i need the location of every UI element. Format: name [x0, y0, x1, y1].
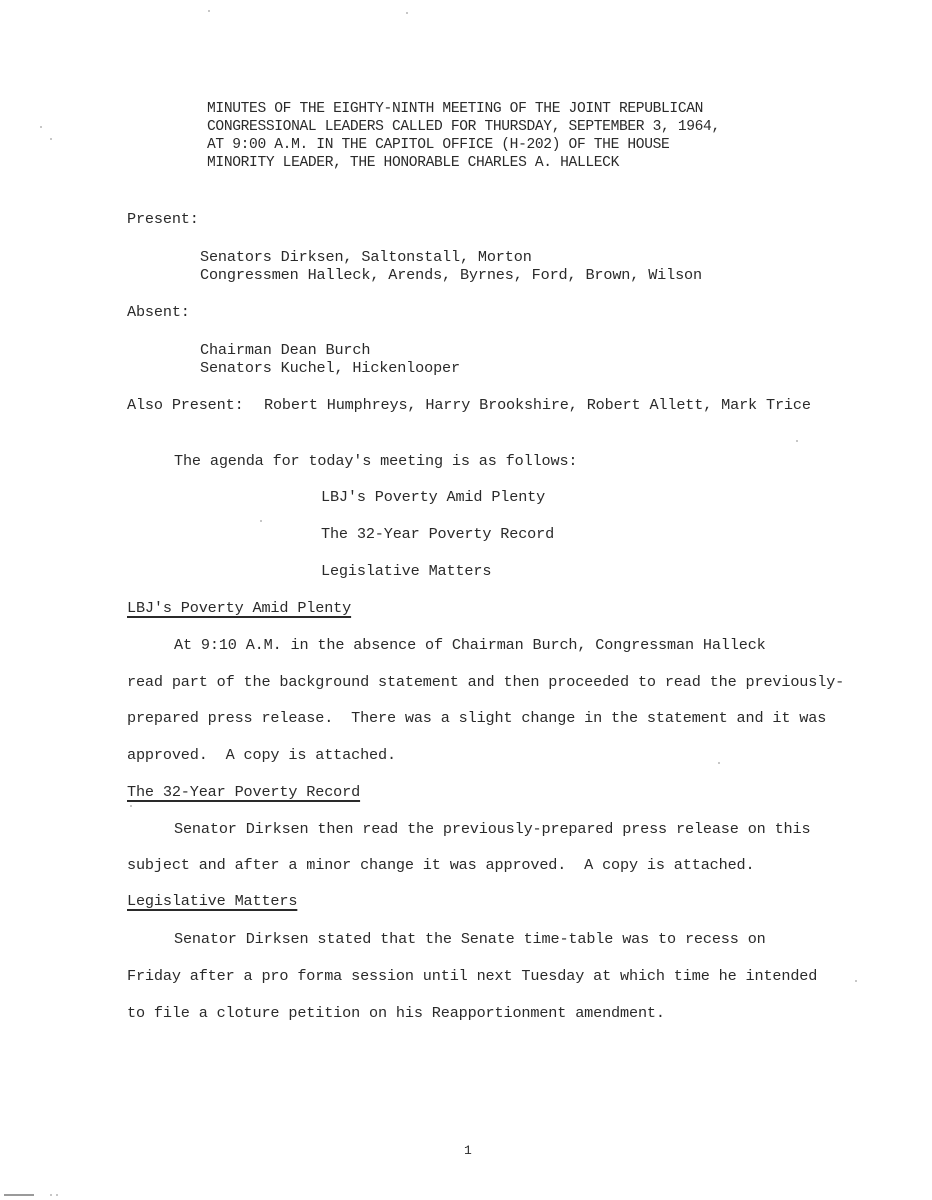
title-line-3: AT 9:00 A.M. IN THE CAPITOL OFFICE (H-202) OF THE HOUSE [207, 137, 670, 153]
section-heading: The 32-Year Poverty Record [127, 783, 361, 801]
agenda-item-2: The 32-Year Poverty Record [321, 525, 555, 543]
title-line-4: MINORITY LEADER, THE HONORABLE CHARLES A. HALLECK [207, 155, 619, 171]
present-congressmen: Congressmen Halleck, Arends, Byrnes, Ford, Brown, Wilson [200, 266, 702, 284]
scan-artifact-speck [796, 440, 798, 442]
scan-artifact-speck [260, 520, 262, 522]
title-line-1: MINUTES OF THE EIGHTY-NINTH MEETING OF THE JOINT REPUBLICAN [207, 101, 704, 117]
also-present-names: Robert Humphreys, Harry Brookshire, Robert Allett, Mark Trice [264, 396, 811, 414]
paragraph-line: Friday after a pro forma session until next Tuesday at which time he intended [127, 967, 818, 985]
scan-artifact-speck [718, 762, 720, 764]
scan-artifact-speck [406, 12, 408, 14]
absent-senators: Senators Kuchel, Hickenlooper [200, 359, 460, 377]
agenda-item-1: LBJ's Poverty Amid Plenty [321, 488, 546, 506]
paragraph-line: subject and after a minor change it was approved. A copy is attached. [127, 856, 755, 874]
paragraph-line: approved. A copy is attached. [127, 746, 396, 764]
agenda-item-3: Legislative Matters [321, 562, 492, 580]
absent-label: Absent: [127, 303, 190, 321]
scan-artifact-speck [208, 10, 210, 12]
paragraph-line: read part of the background statement and then proceeded to read the previously- [127, 673, 845, 691]
page-number: 1 [464, 1143, 472, 1158]
section-heading: LBJ's Poverty Amid Plenty [127, 599, 352, 617]
paragraph-line: to file a cloture petition on his Reapportionment amendment. [127, 1004, 665, 1022]
paragraph-line: prepared press release. There was a slight change in the statement and it was [127, 709, 827, 727]
paragraph-line: Senator Dirksen then read the previously-prepared press release on this [174, 820, 811, 838]
also-present-label: Also Present: [127, 396, 244, 414]
scan-artifact-speck [50, 138, 52, 140]
agenda-intro: The agenda for today's meeting is as follows: [174, 452, 578, 470]
scan-artifact-speck [40, 126, 42, 128]
title-line-2: CONGRESSIONAL LEADERS CALLED FOR THURSDAY, SEPTEMBER 3, 1964, [207, 119, 720, 135]
scan-artifact-speck [56, 1194, 58, 1196]
scan-artifact-speck [50, 1194, 52, 1196]
absent-chairman: Chairman Dean Burch [200, 341, 371, 359]
scan-artifact-speck [855, 980, 857, 982]
scan-artifact-speck [130, 805, 132, 807]
paragraph-line: At 9:10 A.M. in the absence of Chairman Burch, Congressman Halleck [174, 636, 766, 654]
section-heading: Legislative Matters [127, 892, 298, 910]
paragraph-line: Senator Dirksen stated that the Senate time-table was to recess on [174, 930, 766, 948]
scan-artifact-mark [4, 1194, 34, 1196]
present-label: Present: [127, 210, 199, 228]
present-senators: Senators Dirksen, Saltonstall, Morton [200, 248, 532, 266]
